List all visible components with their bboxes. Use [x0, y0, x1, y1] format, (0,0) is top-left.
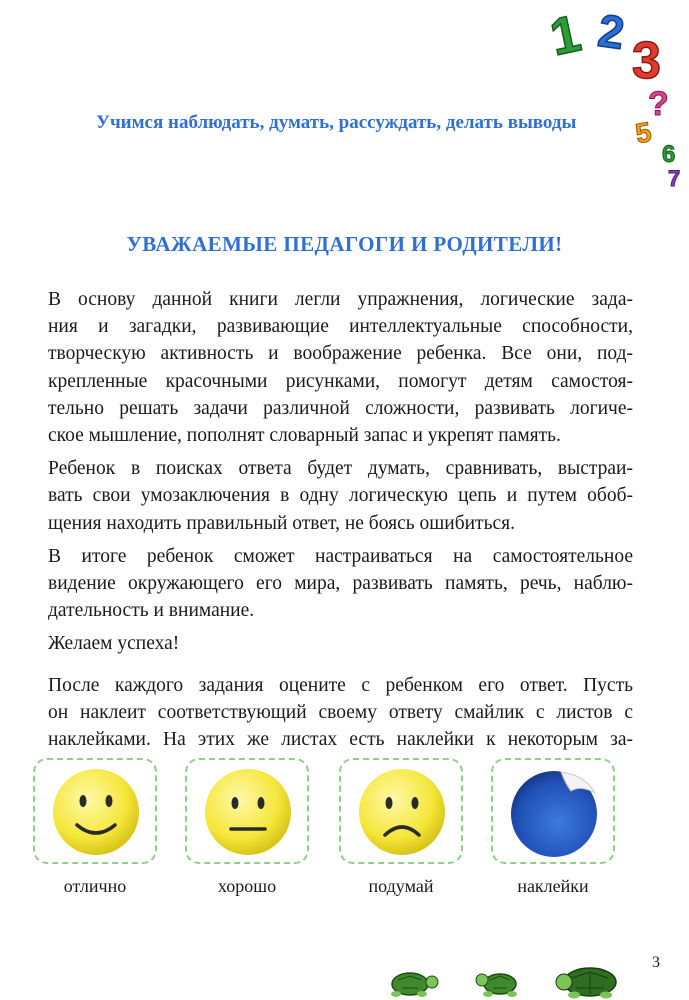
text-line: крепленные красочными рисунками, помогут детям самостоя- [48, 370, 633, 392]
turtle-icon [476, 974, 517, 997]
sticker-card-excellent [33, 758, 157, 864]
turtle-icon [556, 968, 616, 999]
caption-stickers: наклейки [517, 876, 589, 896]
paragraph-1 [48, 286, 633, 449]
sticker-legend [0, 758, 689, 896]
text-line: После каждого задания оцените с ребенком его ответ. Пусть [48, 674, 633, 696]
decor-number-5: 5 [633, 116, 654, 150]
sticker-card-stickers [491, 758, 615, 864]
text-line: вать свои умозаключения в одну логическую цепь и путем обоб- [48, 485, 633, 507]
series-subtitle: Учимся наблюдать, думать, рассуждать, делать выводы [96, 112, 577, 133]
sticker-card-good [185, 758, 309, 864]
text-line: тельно решать задачи различной сложности, развивать логиче- [48, 397, 633, 419]
page-title: УВАЖАЕМЫЕ ПЕДАГОГИ И РОДИТЕЛИ! [126, 232, 563, 256]
page-number: 3 [652, 954, 660, 971]
paragraph-4 [48, 630, 633, 657]
text-line: В итоге ребенок сможет настраиваться на самостоятельное [48, 545, 633, 567]
blue-sticker-icon [505, 763, 603, 861]
turtles-decoration-icon [380, 958, 680, 1000]
text-line: Ребенок в поисках ответа будет думать, сравнивать, выстраи- [48, 458, 633, 480]
text-line: дательность и внимание. [48, 600, 255, 622]
caption-good: хорошо [217, 876, 277, 896]
decor-number-3: 3 [632, 32, 661, 90]
caption-excellent: отлично [63, 876, 127, 896]
text-line: ское мышление, пополнят словарный запас и укрепят память. [48, 425, 561, 447]
text-line: он наклеит соответствующий своему ответу смайлик с листов с [48, 701, 633, 723]
caption-think: подумай [368, 876, 434, 896]
text-line: Желаем успеха! [48, 633, 180, 655]
intro-text [48, 286, 633, 786]
smiley-neutral-icon [199, 763, 297, 861]
decor-number-1: 1 [545, 4, 586, 68]
turtle-icon [391, 973, 438, 997]
text-line: щения находить правильный ответ, не боясь ошибиться. [48, 512, 515, 534]
text-line: ния и загадки, развивающие интеллектуальные способности, [48, 316, 633, 338]
smiley-happy-icon [47, 763, 145, 861]
text-line: наклейками. На этих же листах есть наклейки к некоторым за- [48, 729, 633, 751]
sticker-card-think [339, 758, 463, 864]
smiley-sad-icon [353, 763, 451, 861]
text-line: творческую активность и воображение ребенка. Все они, под- [48, 343, 633, 365]
text-line: В основу данной книги легли упражнения, логические зада- [48, 289, 633, 310]
decorative-numbers-icon [540, 0, 689, 200]
decor-question-mark: ? [648, 85, 669, 123]
text-line: видение окружающего его мира, развивать память, речь, наблю- [48, 573, 633, 595]
paragraph-3 [48, 543, 633, 625]
paragraph-2 [48, 455, 633, 537]
decor-number-6: 6 [662, 141, 676, 168]
decor-number-7: 7 [668, 166, 681, 191]
decor-number-2: 2 [594, 3, 628, 59]
